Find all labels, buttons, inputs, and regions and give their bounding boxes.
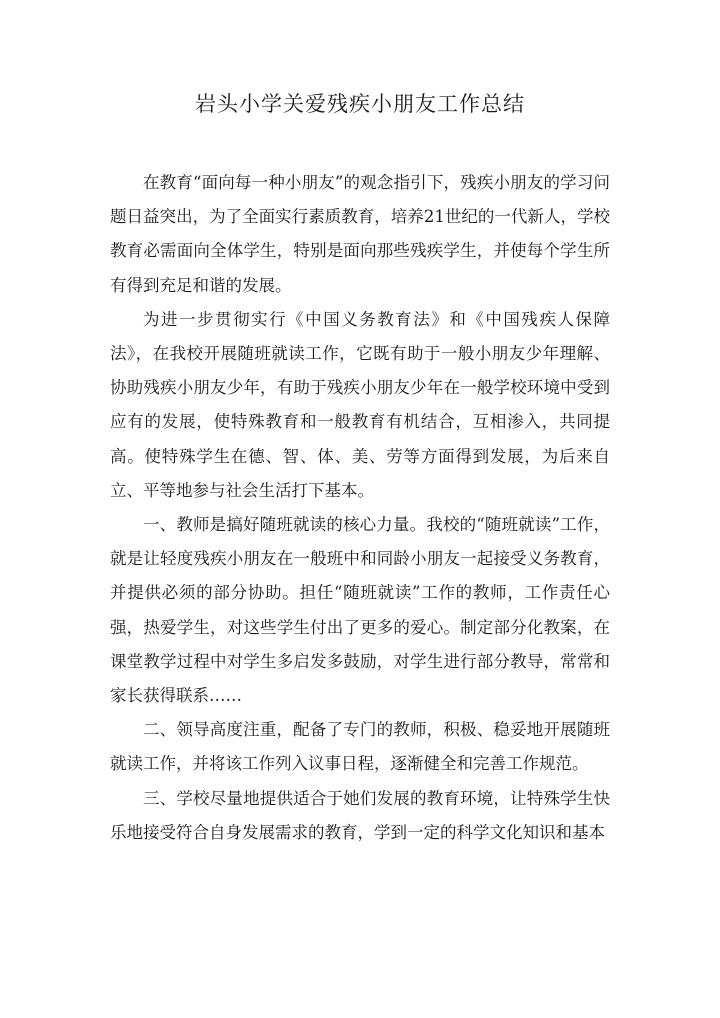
paragraph-intro: 在教育“面向每一种小朋友”的观念指引下，残疾小朋友的学习问题日益突出，为了全面实行素质教育，培养21世纪的一代新人，学校教育必需面向全体学生，特别是面向那些残疾学生，并使每个学生所有得到充足和谐的发展。 bbox=[110, 173, 610, 295]
paragraph-leadership: 二、领导高度注重，配备了专门的教师，积极、稳妥地开展随班就读工作，并将该工作列入议事日程，逐渐健全和完善工作规范。 bbox=[110, 720, 610, 774]
document-title: 岩头小学关爱残疾小朋友工作总结 bbox=[195, 92, 525, 116]
paragraph-teachers: 一、教师是搞好随班就读的核心力量。我校的“随班就读”工作，就是让轻度残疾小朋友在一般班中和同龄小朋友一起接受义务教育，并提供必须的部分协助。担任“随班就读”工作的教师，工作责任心强，热爱学生，对这些学生付出了更多的爱心。制定部分化教案，在课堂教学过程中对学生多启发多鼓励，对学生进行部分教导，常常和家长获得联系…… bbox=[110, 515, 610, 706]
paragraph-purpose: 为进一步贯彻实行《中国义务教育法》和《中国残疾人保障法》，在我校开展随班就读工作，它既有助于一般小朋友少年理解、协助残疾小朋友少年，有助于残疾小朋友少年在一般学校环境中受到应有的发展，使特殊教育和一般教育有机结合，互相渗入，共同提高。使特殊学生在德、智、体、美、劳等方面得到发展，为后来自立、平等地参与社会生活打下基本。 bbox=[110, 309, 610, 500]
paragraph-environment: 三、学校尽量地提供适合于她们发展的教育环境，让特殊学生快乐地接受符合自身发展需求的教育，学到一定的科学文化知识和基本 bbox=[110, 788, 610, 842]
document-body bbox=[110, 166, 610, 850]
